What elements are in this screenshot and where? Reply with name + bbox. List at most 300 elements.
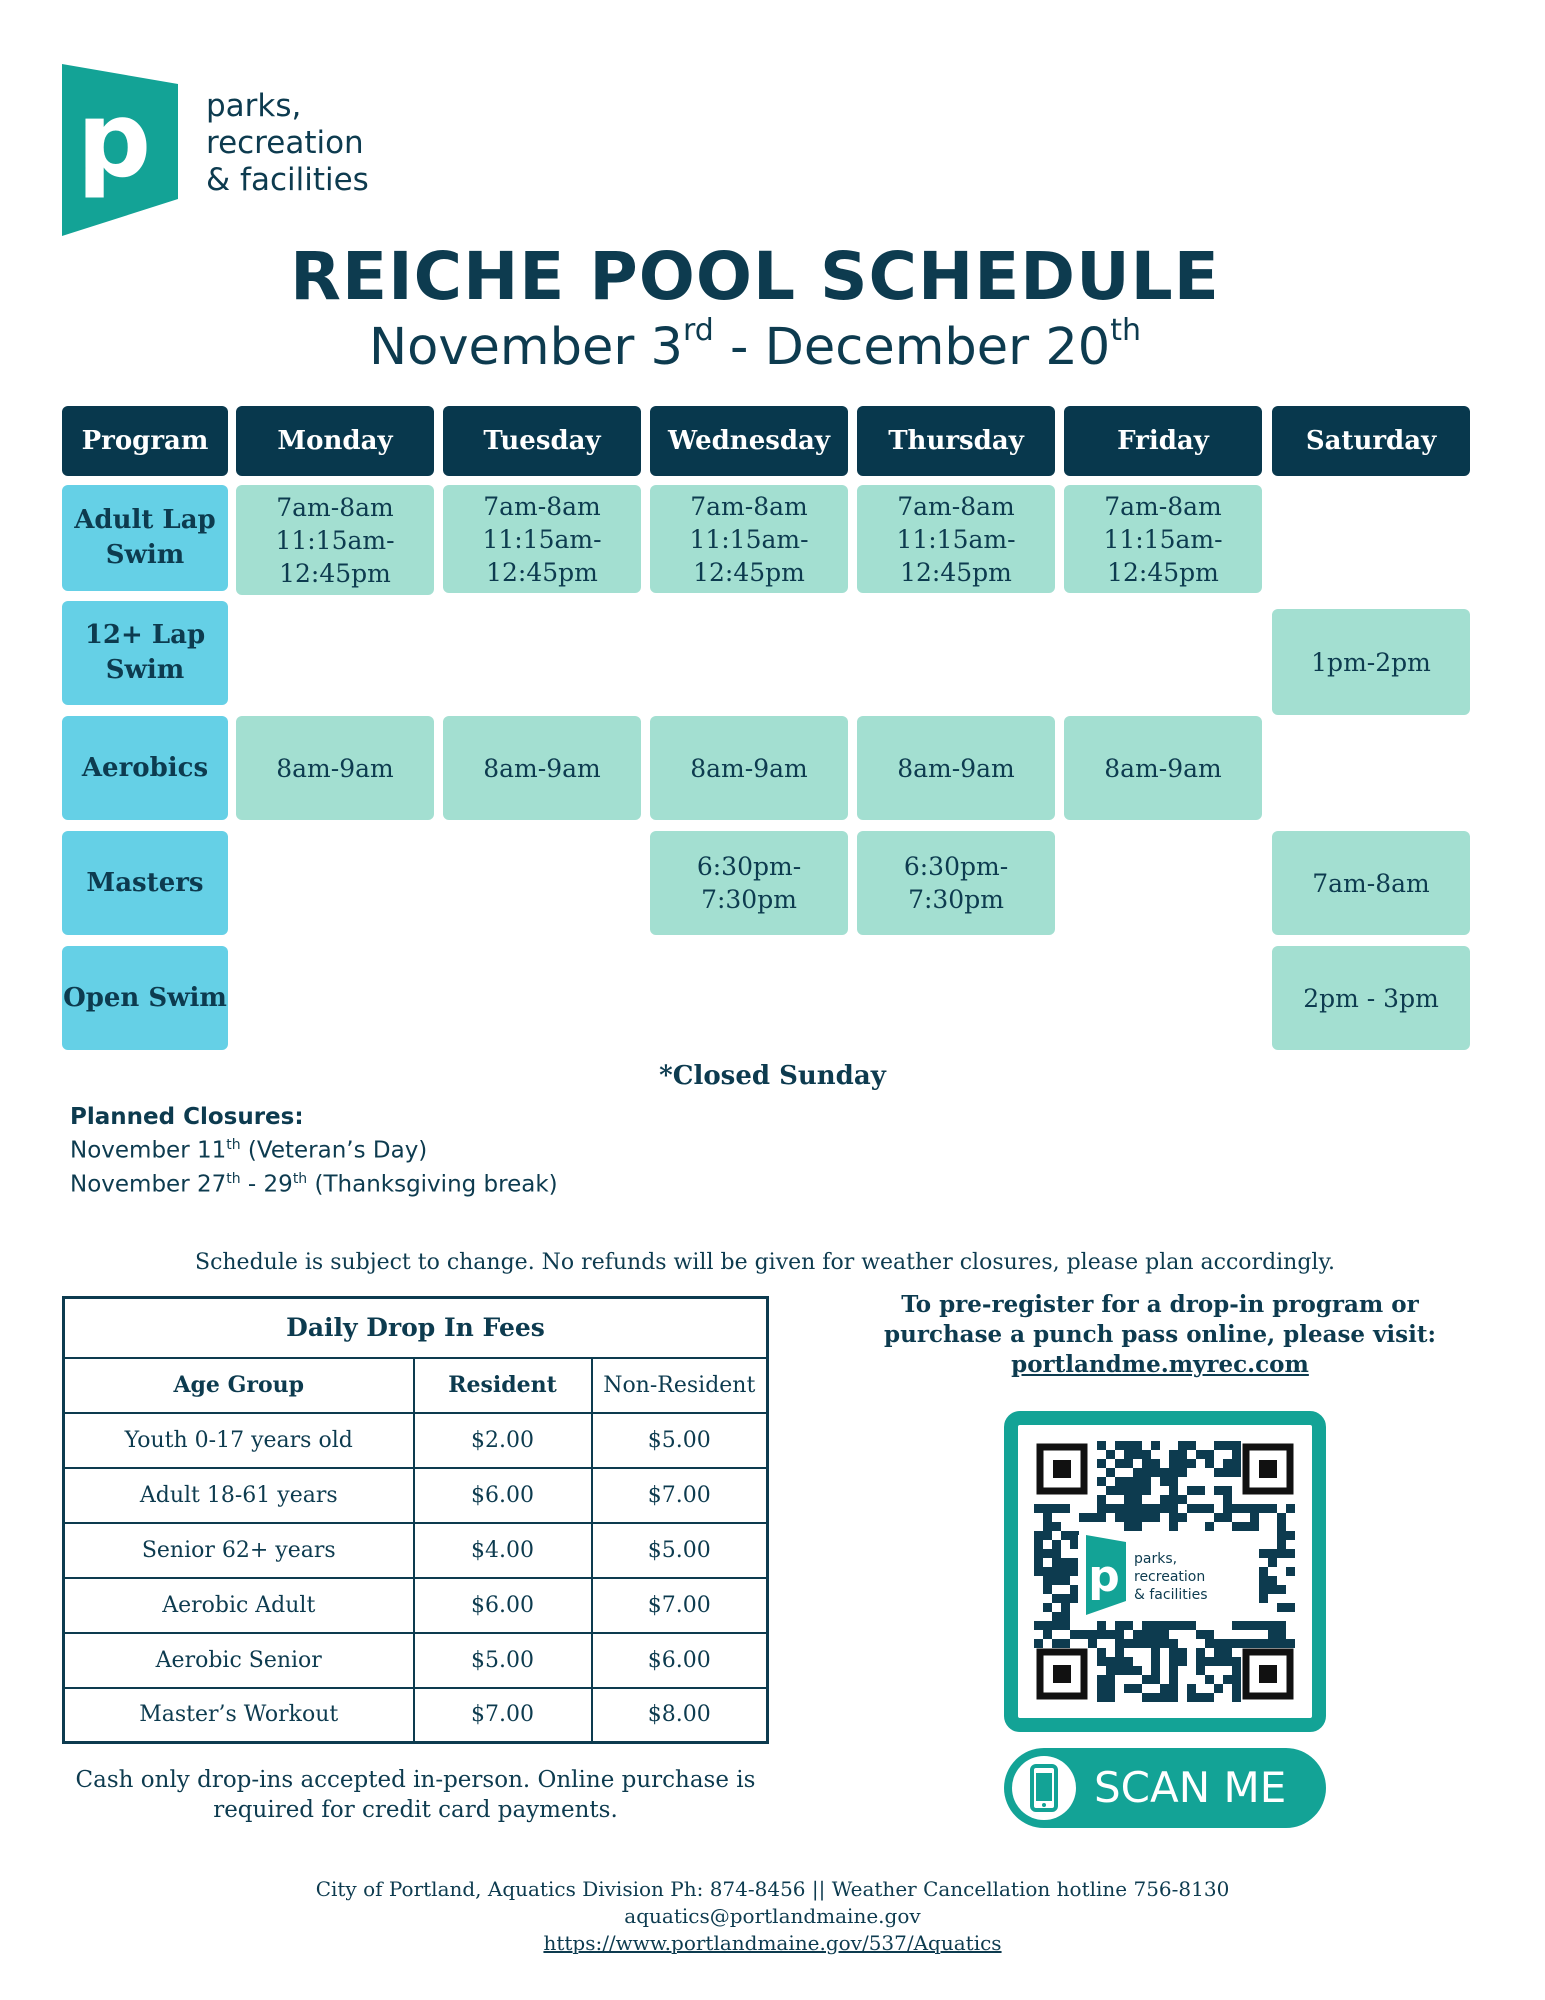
qr-module xyxy=(1133,1477,1142,1486)
qr-module xyxy=(1277,1621,1286,1630)
footer-url[interactable]: https://www.portlandmaine.gov/537/Aquatics xyxy=(543,1931,1002,1955)
qr-module xyxy=(1277,1540,1286,1549)
qr-module xyxy=(1160,1630,1169,1639)
qr-module xyxy=(1133,1486,1142,1495)
qr-module xyxy=(1286,1549,1295,1558)
fee-age-group: Senior 62+ years xyxy=(64,1523,414,1578)
slot-adult-lap-friday: 7am-8am 11:15am-12:45pm xyxy=(1064,485,1262,593)
qr-module xyxy=(1223,1468,1232,1477)
qr-module xyxy=(1223,1675,1232,1684)
qr-module xyxy=(1106,1450,1115,1459)
table-row xyxy=(64,1578,768,1633)
qr-module xyxy=(1133,1666,1142,1675)
qr-module xyxy=(1187,1693,1196,1702)
qr-module xyxy=(1178,1459,1187,1468)
qr-module xyxy=(1142,1675,1151,1684)
qr-module xyxy=(1151,1468,1160,1477)
closure-date: November 11 xyxy=(70,1137,227,1164)
qr-module xyxy=(1250,1504,1259,1513)
qr-module xyxy=(1124,1522,1133,1531)
header-wednesday: Wednesday xyxy=(650,406,848,476)
qr-module xyxy=(1187,1441,1196,1450)
qr-module xyxy=(1196,1450,1205,1459)
end-date-suffix: th xyxy=(1110,313,1141,348)
qr-module xyxy=(1115,1630,1124,1639)
qr-module xyxy=(1142,1477,1151,1486)
qr-module xyxy=(1169,1621,1178,1630)
qr-module xyxy=(1043,1621,1052,1630)
qr-logo-line: recreation xyxy=(1134,1569,1206,1585)
qr-module xyxy=(1205,1675,1214,1684)
qr-module xyxy=(1124,1495,1133,1504)
fee-non-resident: $5.00 xyxy=(592,1523,768,1578)
qr-module xyxy=(1169,1504,1178,1513)
qr-module xyxy=(1142,1693,1151,1702)
qr-module xyxy=(1070,1540,1079,1549)
qr-module xyxy=(1205,1522,1214,1531)
qr-module xyxy=(1268,1504,1277,1513)
qr-module xyxy=(1124,1513,1133,1522)
qr-module xyxy=(1169,1675,1178,1684)
closure-date: November 27 xyxy=(70,1171,227,1198)
qr-module xyxy=(1250,1639,1259,1648)
qr-module xyxy=(1115,1513,1124,1522)
qr-module xyxy=(1034,1558,1043,1567)
fee-non-resident: $7.00 xyxy=(592,1468,768,1523)
qr-module xyxy=(1268,1585,1277,1594)
closure-item xyxy=(70,1137,427,1164)
phone-icon-circle xyxy=(1012,1756,1076,1820)
schedule-disclaimer: Schedule is subject to change. No refunds will be given for weather closures, please plan accordingly. xyxy=(195,1250,1335,1275)
qr-module xyxy=(1070,1531,1079,1540)
closure-date-suffix: th xyxy=(226,1171,241,1187)
qr-module xyxy=(1214,1639,1223,1648)
qr-module xyxy=(1160,1639,1169,1648)
qr-module xyxy=(1097,1495,1106,1504)
qr-module xyxy=(1097,1648,1106,1657)
qr-module xyxy=(1061,1594,1070,1603)
qr-module xyxy=(1133,1684,1142,1693)
qr-module xyxy=(1061,1612,1070,1621)
fee-resident: $2.00 xyxy=(414,1413,592,1468)
preregister-text: To pre-register for a drop-in program or purchase a punch pass online, please visit: xyxy=(884,1291,1436,1348)
qr-module xyxy=(1268,1621,1277,1630)
qr-module xyxy=(1052,1567,1061,1576)
preregister-link[interactable]: portlandme.myrec.com xyxy=(1011,1351,1309,1378)
qr-module xyxy=(1151,1459,1160,1468)
brand-logo xyxy=(62,64,178,236)
preregister-info xyxy=(860,1290,1460,1380)
qr-module xyxy=(1286,1639,1295,1648)
fee-non-resident: $8.00 xyxy=(592,1688,768,1743)
qr-module xyxy=(1169,1666,1178,1675)
qr-module xyxy=(1205,1639,1214,1648)
qr-module xyxy=(1133,1630,1142,1639)
qr-module xyxy=(1142,1621,1151,1630)
qr-module xyxy=(1232,1666,1241,1675)
qr-module xyxy=(1097,1477,1106,1486)
qr-module xyxy=(1133,1450,1142,1459)
qr-module xyxy=(1178,1513,1187,1522)
qr-module xyxy=(1034,1567,1043,1576)
qr-logo-line: & facilities xyxy=(1134,1587,1208,1603)
header-program: Program xyxy=(62,406,228,476)
slot-aerobics-thursday: 8am-9am xyxy=(857,716,1055,820)
qr-module xyxy=(1106,1657,1115,1666)
qr-module xyxy=(1205,1693,1214,1702)
qr-module xyxy=(1052,1576,1061,1585)
qr-module xyxy=(1232,1522,1241,1531)
qr-module xyxy=(1151,1675,1160,1684)
qr-module xyxy=(1241,1522,1250,1531)
qr-module xyxy=(1052,1612,1061,1621)
qr-module xyxy=(1070,1567,1079,1576)
qr-module xyxy=(1151,1639,1160,1648)
qr-module xyxy=(1124,1657,1133,1666)
brand-name-line: & facilities xyxy=(206,162,369,198)
qr-module xyxy=(1106,1666,1115,1675)
qr-module xyxy=(1160,1684,1169,1693)
qr-module xyxy=(1250,1513,1259,1522)
qr-module xyxy=(1115,1639,1124,1648)
qr-module xyxy=(1169,1693,1178,1702)
qr-module xyxy=(1151,1666,1160,1675)
qr-module xyxy=(1259,1621,1268,1630)
qr-module xyxy=(1106,1684,1115,1693)
qr-module xyxy=(1160,1504,1169,1513)
qr-module xyxy=(1052,1549,1061,1558)
qr-module xyxy=(1070,1630,1079,1639)
qr-module xyxy=(1142,1450,1151,1459)
slot-open-swim-saturday: 2pm - 3pm xyxy=(1272,946,1470,1050)
qr-module xyxy=(1277,1630,1286,1639)
qr-module xyxy=(1124,1450,1133,1459)
qr-module xyxy=(1169,1513,1178,1522)
slot-teen-lap-saturday: 1pm-2pm xyxy=(1272,609,1470,715)
table-row xyxy=(64,1468,768,1523)
qr-module xyxy=(1196,1630,1205,1639)
qr-module xyxy=(1178,1657,1187,1666)
qr-module xyxy=(1160,1477,1169,1486)
qr-module xyxy=(1259,1639,1268,1648)
brand-name xyxy=(206,88,369,199)
qr-module xyxy=(1160,1621,1169,1630)
qr-module xyxy=(1106,1675,1115,1684)
qr-module xyxy=(1124,1486,1133,1495)
qr-module xyxy=(1097,1675,1106,1684)
slot-aerobics-tuesday: 8am-9am xyxy=(443,716,641,820)
qr-module xyxy=(1160,1495,1169,1504)
qr-module xyxy=(1052,1540,1061,1549)
qr-module xyxy=(1061,1558,1070,1567)
qr-module xyxy=(1043,1549,1052,1558)
closure-end-date: - 29 xyxy=(240,1171,293,1198)
qr-module xyxy=(1034,1639,1043,1648)
qr-module xyxy=(1286,1504,1295,1513)
qr-module xyxy=(1088,1513,1097,1522)
program-aerobics: Aerobics xyxy=(62,716,228,820)
qr-module xyxy=(1115,1657,1124,1666)
qr-module xyxy=(1169,1459,1178,1468)
qr-module xyxy=(1061,1576,1070,1585)
qr-module xyxy=(1052,1594,1061,1603)
qr-module xyxy=(1070,1594,1079,1603)
qr-module xyxy=(1232,1459,1241,1468)
fee-age-group: Master’s Workout xyxy=(64,1688,414,1743)
qr-module xyxy=(1034,1540,1043,1549)
qr-module xyxy=(1169,1468,1178,1477)
qr-module xyxy=(1214,1468,1223,1477)
fees-table-caption: Daily Drop In Fees xyxy=(64,1298,768,1358)
qr-module xyxy=(1151,1504,1160,1513)
qr-module xyxy=(1268,1549,1277,1558)
qr-module xyxy=(1232,1684,1241,1693)
slot-aerobics-monday: 8am-9am xyxy=(236,716,434,820)
qr-module xyxy=(1277,1639,1286,1648)
qr-module xyxy=(1214,1486,1223,1495)
qr-module xyxy=(1214,1684,1223,1693)
qr-module xyxy=(1043,1603,1052,1612)
qr-module xyxy=(1097,1684,1106,1693)
qr-module xyxy=(1142,1468,1151,1477)
qr-module xyxy=(1223,1486,1232,1495)
table-row xyxy=(64,1413,768,1468)
qr-module xyxy=(1277,1513,1286,1522)
qr-module xyxy=(1259,1585,1268,1594)
qr-module xyxy=(1214,1513,1223,1522)
brand-logo-letter: p xyxy=(76,79,152,201)
qr-module xyxy=(1097,1513,1106,1522)
qr-module xyxy=(1232,1693,1241,1702)
qr-module xyxy=(1187,1459,1196,1468)
qr-module xyxy=(1043,1576,1052,1585)
qr-module xyxy=(1133,1441,1142,1450)
slot-aerobics-friday: 8am-9am xyxy=(1064,716,1262,820)
qr-module xyxy=(1106,1693,1115,1702)
qr-module xyxy=(1070,1558,1079,1567)
qr-module xyxy=(1277,1531,1286,1540)
qr-module xyxy=(1115,1459,1124,1468)
table-row xyxy=(64,1688,768,1743)
qr-module xyxy=(1178,1441,1187,1450)
qr-module xyxy=(1205,1504,1214,1513)
qr-module xyxy=(1097,1441,1106,1450)
qr-module xyxy=(1142,1504,1151,1513)
qr-module xyxy=(1241,1639,1250,1648)
header-friday: Friday xyxy=(1064,406,1262,476)
qr-module xyxy=(1115,1648,1124,1657)
qr-module xyxy=(1124,1639,1133,1648)
qr-module xyxy=(1115,1621,1124,1630)
qr-module xyxy=(1223,1504,1232,1513)
slot-adult-lap-tuesday: 7am-8am 11:15am-12:45pm xyxy=(443,485,641,593)
qr-module xyxy=(1151,1621,1160,1630)
fees-header-age-group: Age Group xyxy=(64,1358,414,1413)
program-teen-lap-swim: 12+ Lap Swim xyxy=(62,601,228,705)
fee-resident: $6.00 xyxy=(414,1578,592,1633)
qr-module xyxy=(1124,1684,1133,1693)
scan-me-badge[interactable] xyxy=(1004,1748,1326,1828)
qr-module xyxy=(1034,1549,1043,1558)
qr-module xyxy=(1160,1468,1169,1477)
fee-resident: $5.00 xyxy=(414,1633,592,1688)
qr-module xyxy=(1196,1486,1205,1495)
footer-email[interactable]: aquatics@portlandmaine.gov xyxy=(624,1904,921,1928)
qr-module xyxy=(1205,1450,1214,1459)
scan-me-label: SCAN ME xyxy=(1094,1763,1287,1812)
slot-adult-lap-thursday: 7am-8am 11:15am-12:45pm xyxy=(857,485,1055,593)
qr-module xyxy=(1223,1513,1232,1522)
qr-module xyxy=(1079,1630,1088,1639)
qr-code-graphic xyxy=(1018,1425,1312,1718)
fee-age-group: Adult 18-61 years xyxy=(64,1468,414,1523)
fee-non-resident: $7.00 xyxy=(592,1578,768,1633)
qr-module xyxy=(1205,1630,1214,1639)
qr-module xyxy=(1286,1603,1295,1612)
qr-module xyxy=(1043,1504,1052,1513)
qr-module xyxy=(1286,1567,1295,1576)
qr-module xyxy=(1124,1621,1133,1630)
qr-module xyxy=(1268,1630,1277,1639)
qr-module xyxy=(1268,1558,1277,1567)
qr-module xyxy=(1097,1504,1106,1513)
qr-module xyxy=(1241,1621,1250,1630)
qr-module xyxy=(1232,1468,1241,1477)
qr-module xyxy=(1061,1621,1070,1630)
qr-module xyxy=(1187,1684,1196,1693)
qr-module xyxy=(1052,1522,1061,1531)
qr-module xyxy=(1232,1504,1241,1513)
qr-module xyxy=(1061,1603,1070,1612)
qr-module xyxy=(1223,1495,1232,1504)
closed-sunday-note: *Closed Sunday xyxy=(659,1061,886,1091)
qr-module xyxy=(1124,1477,1133,1486)
qr-module xyxy=(1106,1468,1115,1477)
qr-module xyxy=(1061,1639,1070,1648)
qr-module xyxy=(1043,1567,1052,1576)
qr-module xyxy=(1169,1684,1178,1693)
date-separator: - xyxy=(713,318,765,377)
qr-module xyxy=(1259,1549,1268,1558)
qr-module xyxy=(1088,1639,1097,1648)
program-adult-lap-swim: Adult Lap Swim xyxy=(62,485,228,591)
end-date: December 20 xyxy=(764,318,1111,377)
qr-module xyxy=(1187,1486,1196,1495)
qr-module xyxy=(1277,1585,1286,1594)
qr-module xyxy=(1196,1666,1205,1675)
qr-module xyxy=(1097,1621,1106,1630)
qr-module xyxy=(1214,1657,1223,1666)
qr-module xyxy=(1259,1576,1268,1585)
brand-name-line: parks, xyxy=(206,88,302,124)
qr-module xyxy=(1232,1621,1241,1630)
fee-age-group: Aerobic Adult xyxy=(64,1578,414,1633)
qr-module xyxy=(1277,1549,1286,1558)
qr-module xyxy=(1178,1648,1187,1657)
qr-module xyxy=(1133,1522,1142,1531)
qr-module xyxy=(1043,1531,1052,1540)
qr-module xyxy=(1151,1513,1160,1522)
qr-module xyxy=(1178,1495,1187,1504)
header-thursday: Thursday xyxy=(857,406,1055,476)
qr-module xyxy=(1214,1441,1223,1450)
qr-module xyxy=(1196,1657,1205,1666)
qr-module xyxy=(1115,1504,1124,1513)
qr-module xyxy=(1061,1567,1070,1576)
qr-module xyxy=(1223,1648,1232,1657)
qr-module xyxy=(1151,1648,1160,1657)
qr-module xyxy=(1043,1585,1052,1594)
qr-module xyxy=(1106,1504,1115,1513)
program-open-swim: Open Swim xyxy=(62,946,228,1050)
fee-resident: $7.00 xyxy=(414,1688,592,1743)
qr-module xyxy=(1034,1531,1043,1540)
qr-module xyxy=(1043,1522,1052,1531)
qr-module xyxy=(1268,1639,1277,1648)
closure-date-suffix: th xyxy=(226,1137,241,1153)
header-monday: Monday xyxy=(236,406,434,476)
closures-title: Planned Closures: xyxy=(70,1104,304,1130)
start-date-suffix: rd xyxy=(682,313,714,348)
qr-logo-letter: p xyxy=(1088,1551,1120,1602)
qr-module xyxy=(1169,1495,1178,1504)
qr-module xyxy=(1169,1657,1178,1666)
qr-module xyxy=(1052,1558,1061,1567)
qr-module xyxy=(1196,1693,1205,1702)
qr-module xyxy=(1196,1648,1205,1657)
qr-module xyxy=(1088,1630,1097,1639)
qr-module xyxy=(1160,1693,1169,1702)
qr-module xyxy=(1205,1657,1214,1666)
brand-name-line: recreation xyxy=(206,125,364,161)
qr-module xyxy=(1133,1495,1142,1504)
qr-logo-line: parks, xyxy=(1134,1551,1178,1567)
qr-module xyxy=(1061,1504,1070,1513)
qr-module xyxy=(1178,1450,1187,1459)
qr-module xyxy=(1097,1630,1106,1639)
qr-module xyxy=(1142,1630,1151,1639)
fees-table xyxy=(62,1296,769,1744)
fees-header-resident: Resident xyxy=(414,1358,592,1413)
qr-module xyxy=(1232,1441,1241,1450)
qr-module xyxy=(1178,1621,1187,1630)
qr-module xyxy=(1214,1648,1223,1657)
phone-icon xyxy=(1012,1756,1076,1820)
footer-contact: City of Portland, Aquatics Division Ph: 874-8456 || Weather Cancellation hotline 756-8130 xyxy=(315,1877,1230,1901)
qr-module xyxy=(1169,1486,1178,1495)
closure-end-date-suffix: th xyxy=(292,1171,308,1187)
qr-module xyxy=(1169,1450,1178,1459)
qr-module xyxy=(1151,1657,1160,1666)
header-saturday: Saturday xyxy=(1272,406,1470,476)
program-masters: Masters xyxy=(62,831,228,935)
qr-module xyxy=(1097,1693,1106,1702)
qr-module xyxy=(1133,1513,1142,1522)
date-range xyxy=(0,313,1510,377)
qr-code[interactable] xyxy=(1004,1411,1326,1732)
qr-module xyxy=(1097,1657,1106,1666)
qr-module xyxy=(1142,1513,1151,1522)
qr-module xyxy=(1250,1522,1259,1531)
qr-module xyxy=(1133,1504,1142,1513)
qr-module xyxy=(1169,1648,1178,1657)
qr-module xyxy=(1115,1486,1124,1495)
qr-module xyxy=(1151,1693,1160,1702)
qr-module xyxy=(1223,1441,1232,1450)
qr-module xyxy=(1124,1441,1133,1450)
qr-module xyxy=(1259,1504,1268,1513)
qr-module xyxy=(1169,1639,1178,1648)
